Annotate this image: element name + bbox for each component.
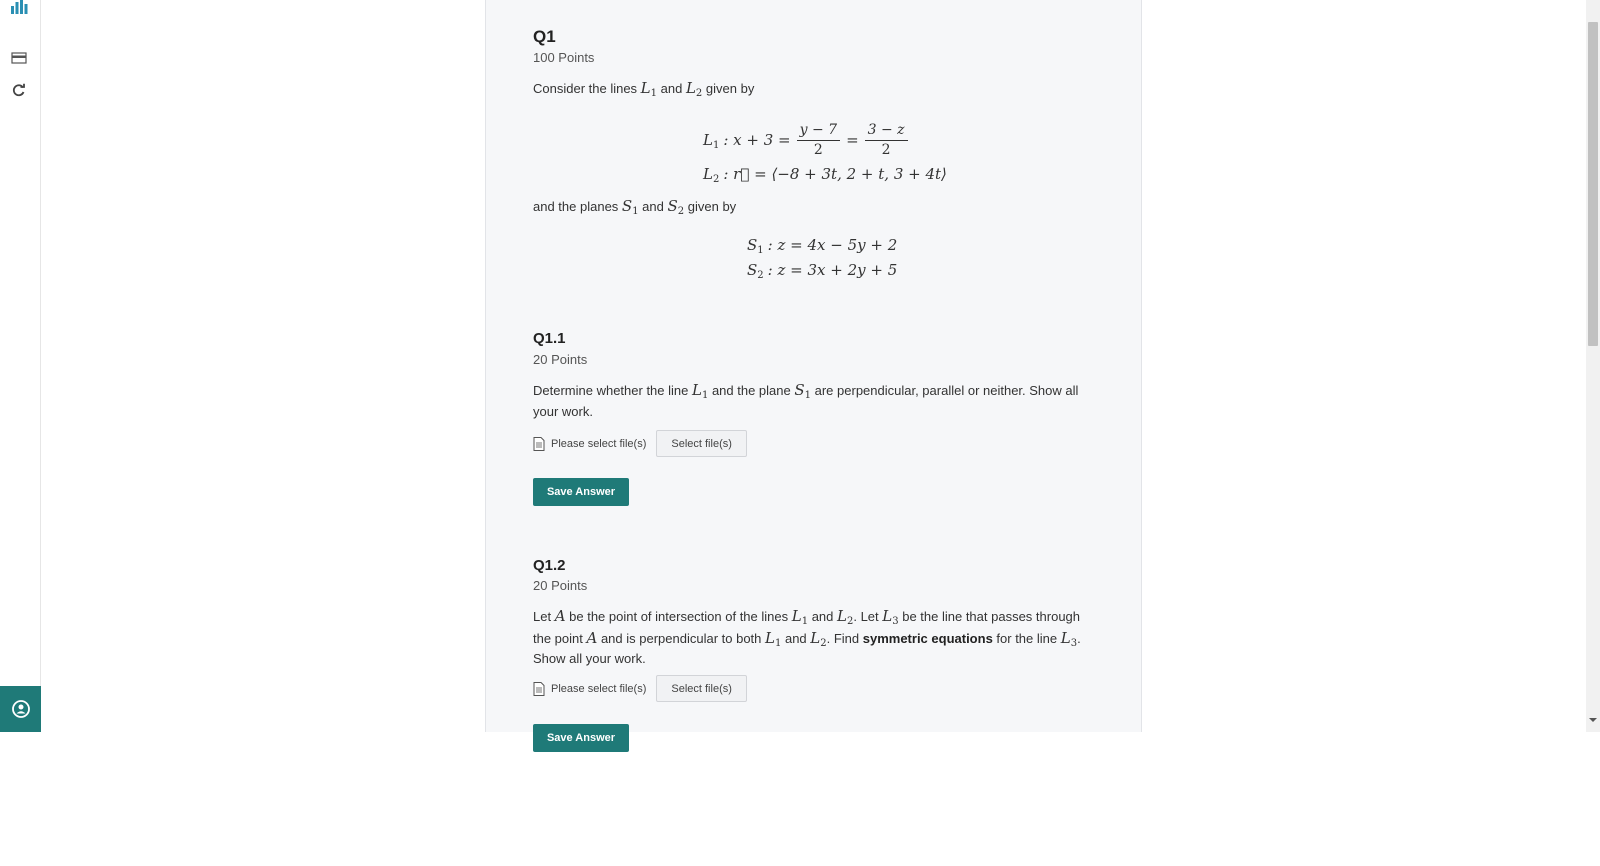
scrollbar-thumb[interactable]	[1588, 22, 1598, 346]
math-L1: $L_1$	[640, 79, 658, 99]
subquestion-text: Determine whether the line $L_1$ and the plane $S_1$ are perpendicular, parallel or neither. Show all your work.	[533, 381, 1079, 419]
equation-S1: $S_1$ : z = 4x − 5y + 2	[747, 236, 898, 256]
card-icon[interactable]	[8, 47, 30, 69]
bar-chart-icon[interactable]	[8, 0, 30, 17]
planes-intro: and the planes $S_1$ and $S_2$ given by	[533, 197, 737, 217]
math-L2: $L_2$	[685, 79, 703, 99]
fraction-z: $\frac{3 - z}{2}$	[865, 122, 908, 159]
file-label: Please select file(s)	[551, 437, 647, 450]
file-upload-row	[533, 675, 747, 702]
subquestion-text: Let A be the point of intersection of the lines $L_1$ and $L_2$. Let $L_3$ be the line that passes through the point A and is perpendicular to both $L_1$ and $L_2$. Find symmetric equations for the line $L_3$. Show all your work.	[533, 607, 1081, 666]
save-answer-button[interactable]: Save Answer	[533, 478, 629, 506]
equation-L1: $L_1$ : x + 3 = $\frac{y - 7}{2}$ = $\frac{3 - z}{2}$	[703, 118, 914, 162]
select-files-button[interactable]: Select file(s)	[656, 675, 747, 702]
intro-text: Consider the lines	[533, 81, 641, 96]
question-title: Q1	[533, 27, 556, 46]
equation-S2: $S_2$ : z = 3x + 2y + 5	[747, 261, 898, 281]
file-icon	[533, 437, 545, 451]
select-files-button[interactable]: Select file(s)	[656, 430, 747, 457]
file-upload-row	[533, 430, 747, 457]
refresh-icon[interactable]	[8, 79, 30, 101]
assignment-panel	[485, 0, 1142, 744]
help-chat-icon[interactable]	[0, 686, 41, 732]
fraction-y: $\frac{y - 7}{2}$	[797, 122, 840, 159]
file-icon	[533, 682, 545, 696]
file-label: Please select file(s)	[551, 682, 647, 695]
save-answer-button[interactable]: Save Answer	[533, 724, 629, 752]
question-points: 100 Points	[533, 50, 595, 65]
question-intro	[533, 78, 1095, 100]
subquestion-points: 20 Points	[533, 578, 588, 593]
intro-and-text: and	[657, 81, 686, 96]
intro-post-text: given by	[702, 81, 755, 96]
subquestion-title: Q1.1	[533, 330, 566, 347]
scroll-down-arrow-icon[interactable]	[1589, 718, 1597, 722]
subquestion-title: Q1.2	[533, 557, 566, 574]
left-sidebar	[0, 0, 41, 732]
page-scrollbar[interactable]	[1586, 0, 1600, 732]
equation-L2: $L_2$ : r⃗ = ⟨−8 + 3t, 2 + t, 3 + 4t⟩	[703, 165, 947, 185]
subquestion-points: 20 Points	[533, 352, 588, 367]
